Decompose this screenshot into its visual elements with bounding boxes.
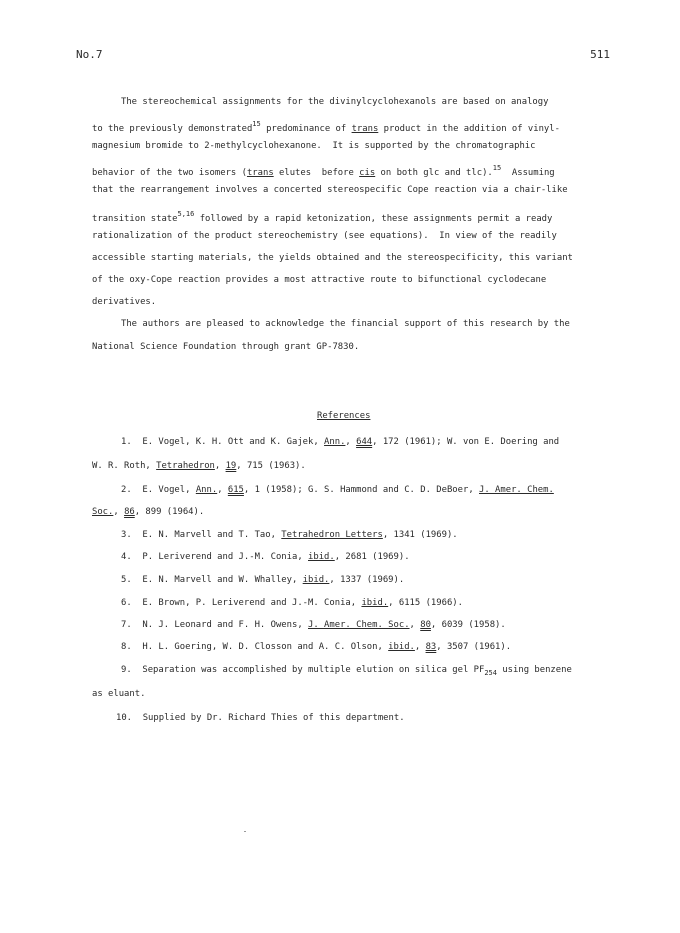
reference-2: 2. E. Vogel, Ann., 615, 1 (1958); G. S. Hammond and C. D. DeBoer, J. Amer. Chem.: [121, 485, 554, 495]
reference-7: 7. N. J. Leonard and F. H. Owens, J. Amer. Chem. Soc., 80, 6039 (1958).: [121, 620, 506, 630]
reference-1: 1. E. Vogel, K. H. Ott and K. Gajek, Ann., 644, 172 (1961); W. von E. Doering and: [121, 437, 560, 447]
reference-4: 4. P. Leriverend and J.-M. Conia, ibid., 2681 (1969).: [121, 552, 410, 562]
citation-marker: 5,16: [177, 210, 195, 218]
reference-5: 5. E. N. Marvell and W. Whalley, ibid., 1337 (1969).: [121, 575, 405, 585]
citation-marker: 15: [252, 120, 261, 128]
citation-marker: 15: [492, 164, 502, 172]
reference-9: 9. Separation was accomplished by multiple elution on silica gel $PF_{254}$ using benzene: [121, 665, 572, 677]
scan-speck: [244, 831, 246, 832]
reference-6: 6. E. Brown, P. Leriverend and J.-M. Conia, ibid., 6115 (1966).: [121, 598, 463, 608]
reference-10: 10. Supplied by Dr. Richard Thies of this department.: [116, 713, 405, 723]
references-heading: References: [317, 411, 371, 421]
page-number: 511: [590, 48, 610, 61]
reference-3: 3. E. N. Marvell and T. Tao, Tetrahedron Letters, 1341 (1969).: [121, 530, 458, 540]
reference-8: 8. H. L. Goering, W. D. Closson and A. C. Olson, ibid., 83, 3507 (1961).: [121, 642, 512, 652]
journal-issue-number: No.7: [76, 48, 103, 61]
